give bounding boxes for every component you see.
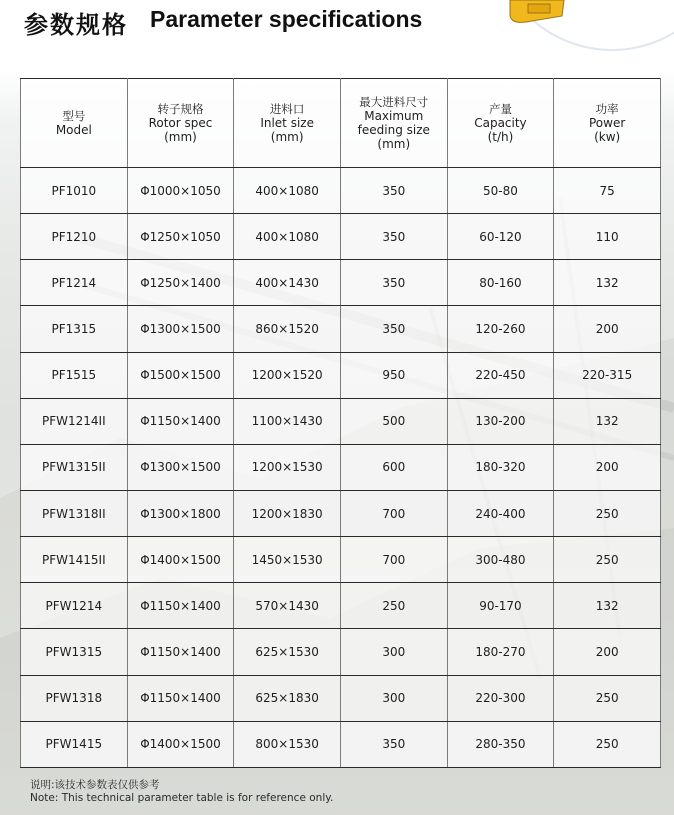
table-cell-model: PF1010 [21,168,128,214]
column-header-label-en: (mm) [377,137,411,151]
table-cell-max-feeding-size: 350 [340,260,447,306]
column-header-label-en: Power [589,116,626,130]
column-header-label-en: Model [55,123,92,137]
table-row [21,214,661,260]
table-cell-rotor-spec: Φ1400×1500 [127,537,234,583]
table-cell-rotor-spec: Φ1150×1400 [127,629,234,675]
table-cell-rotor-spec: Φ1150×1400 [127,583,234,629]
table-cell-inlet-size: 400×1080 [234,214,341,260]
table-row [21,260,661,306]
column-header-label-en: feeding size [357,123,430,137]
table-cell-rotor-spec: Φ1300×1500 [127,444,234,490]
column-header-label-cn: 最大进料尺寸 [359,95,429,109]
table-cell-inlet-size: 400×1430 [234,260,341,306]
table-cell-capacity: 60-120 [447,214,554,260]
column-header-label-cn: 进料口 [269,102,305,116]
page-title-chinese: 参数规格 [24,11,128,39]
column-header-label-cn: 产量 [488,102,512,116]
column-header-label-en: (mm) [164,130,197,144]
column-header-capacity [447,79,554,168]
table-cell-power: 250 [554,721,661,767]
table-cell-max-feeding-size: 600 [340,444,447,490]
table-cell-power: 250 [554,490,661,536]
column-header-label-cn: 转子规格 [157,102,204,116]
table-cell-max-feeding-size: 300 [340,675,447,721]
table-cell-capacity: 90-170 [447,583,554,629]
column-header-rotor-spec [127,79,234,168]
table-cell-capacity: 240-400 [447,490,554,536]
table-cell-rotor-spec: Φ1250×1050 [127,214,234,260]
table-cell-model: PF1214 [21,260,128,306]
column-header-label-en: (t/h) [487,130,514,144]
table-cell-model: PF1515 [21,352,128,398]
table-cell-power: 200 [554,629,661,675]
table-cell-model: PFW1318 [21,675,128,721]
table-cell-model: PF1315 [21,306,128,352]
column-header-label-en: (kw) [594,130,621,144]
table-cell-inlet-size: 1200×1520 [234,352,341,398]
table-cell-power: 220-315 [554,352,661,398]
table-cell-capacity: 280-350 [447,721,554,767]
table-cell-capacity: 180-270 [447,629,554,675]
table-cell-power: 132 [554,583,661,629]
table-cell-power: 75 [554,168,661,214]
table-cell-power: 200 [554,444,661,490]
table-cell-model: PFW1415 [21,721,128,767]
table-cell-capacity: 120-260 [447,306,554,352]
page-title-english: Parameter specifications [150,6,423,32]
table-row [21,306,661,352]
table-cell-model: PFW1315II [21,444,128,490]
column-header-label-en: Capacity [474,116,527,130]
column-header-label-en: Inlet size [260,116,314,130]
table-row [21,352,661,398]
table-row [21,537,661,583]
table-cell-rotor-spec: Φ1300×1800 [127,490,234,536]
table-cell-model: PFW1415II [21,537,128,583]
column-header-inlet-size [234,79,341,168]
column-header-label-en: Rotor spec [148,116,213,130]
table-cell-inlet-size: 400×1080 [234,168,341,214]
table-cell-rotor-spec: Φ1000×1050 [127,168,234,214]
header [0,0,674,60]
table-cell-inlet-size: 1200×1530 [234,444,341,490]
crusher-product-image [492,0,674,58]
table-row [21,444,661,490]
parameter-table [20,78,661,768]
table-row [21,168,661,214]
table-cell-inlet-size: 860×1520 [234,306,341,352]
column-header-label-cn: 型号 [62,109,86,123]
table-cell-max-feeding-size: 950 [340,352,447,398]
table-cell-model: PFW1315 [21,629,128,675]
table-cell-max-feeding-size: 350 [340,168,447,214]
table-cell-max-feeding-size: 700 [340,490,447,536]
table-cell-power: 132 [554,398,661,444]
table-cell-power: 250 [554,537,661,583]
table-cell-power: 110 [554,214,661,260]
table-cell-inlet-size: 1100×1430 [234,398,341,444]
table-cell-rotor-spec: Φ1150×1400 [127,675,234,721]
table-cell-inlet-size: 800×1530 [234,721,341,767]
table-cell-rotor-spec: Φ1500×1500 [127,352,234,398]
column-header-power [554,79,661,168]
table-cell-rotor-spec: Φ1150×1400 [127,398,234,444]
column-header-label-en: Maximum [364,109,424,123]
table-cell-capacity: 80-160 [447,260,554,306]
table-cell-model: PFW1318II [21,490,128,536]
table-cell-power: 250 [554,675,661,721]
table-row [21,583,661,629]
table-cell-capacity: 130-200 [447,398,554,444]
table-row [21,398,661,444]
table-cell-inlet-size: 570×1430 [234,583,341,629]
table-body [21,168,661,768]
table-cell-rotor-spec: Φ1250×1400 [127,260,234,306]
table-cell-power: 200 [554,306,661,352]
table-cell-capacity: 180-320 [447,444,554,490]
table-cell-model: PFW1214II [21,398,128,444]
footnote-chinese: 说明:该技术参数表仅供参考 [30,779,160,791]
table-cell-capacity: 220-450 [447,352,554,398]
table-row [21,490,661,536]
footnote [30,779,333,805]
table-cell-max-feeding-size: 250 [340,583,447,629]
table-cell-max-feeding-size: 350 [340,306,447,352]
table-cell-model: PFW1214 [21,583,128,629]
table-cell-capacity: 300-480 [447,537,554,583]
column-header-model [21,79,128,168]
table-cell-power: 132 [554,260,661,306]
table-header-row [21,79,661,168]
column-header-label-en: (mm) [270,130,304,144]
table-cell-capacity: 50-80 [447,168,554,214]
table-cell-rotor-spec: Φ1400×1500 [127,721,234,767]
table-cell-inlet-size: 1450×1530 [234,537,341,583]
table-row [21,721,661,767]
column-header-max-feeding-size [340,79,447,168]
table-cell-max-feeding-size: 350 [340,721,447,767]
table-cell-inlet-size: 625×1530 [234,629,341,675]
table-cell-max-feeding-size: 350 [340,214,447,260]
table-cell-capacity: 220-300 [447,675,554,721]
table-cell-rotor-spec: Φ1300×1500 [127,306,234,352]
table-cell-max-feeding-size: 500 [340,398,447,444]
table-cell-max-feeding-size: 700 [340,537,447,583]
table-row [21,629,661,675]
table-cell-inlet-size: 1200×1830 [234,490,341,536]
column-header-label-cn: 功率 [595,102,619,116]
footnote-english: Note: This technical parameter table is for reference only. [30,792,334,804]
table-cell-inlet-size: 625×1830 [234,675,341,721]
table-row [21,675,661,721]
table-cell-max-feeding-size: 300 [340,629,447,675]
table-cell-model: PF1210 [21,214,128,260]
